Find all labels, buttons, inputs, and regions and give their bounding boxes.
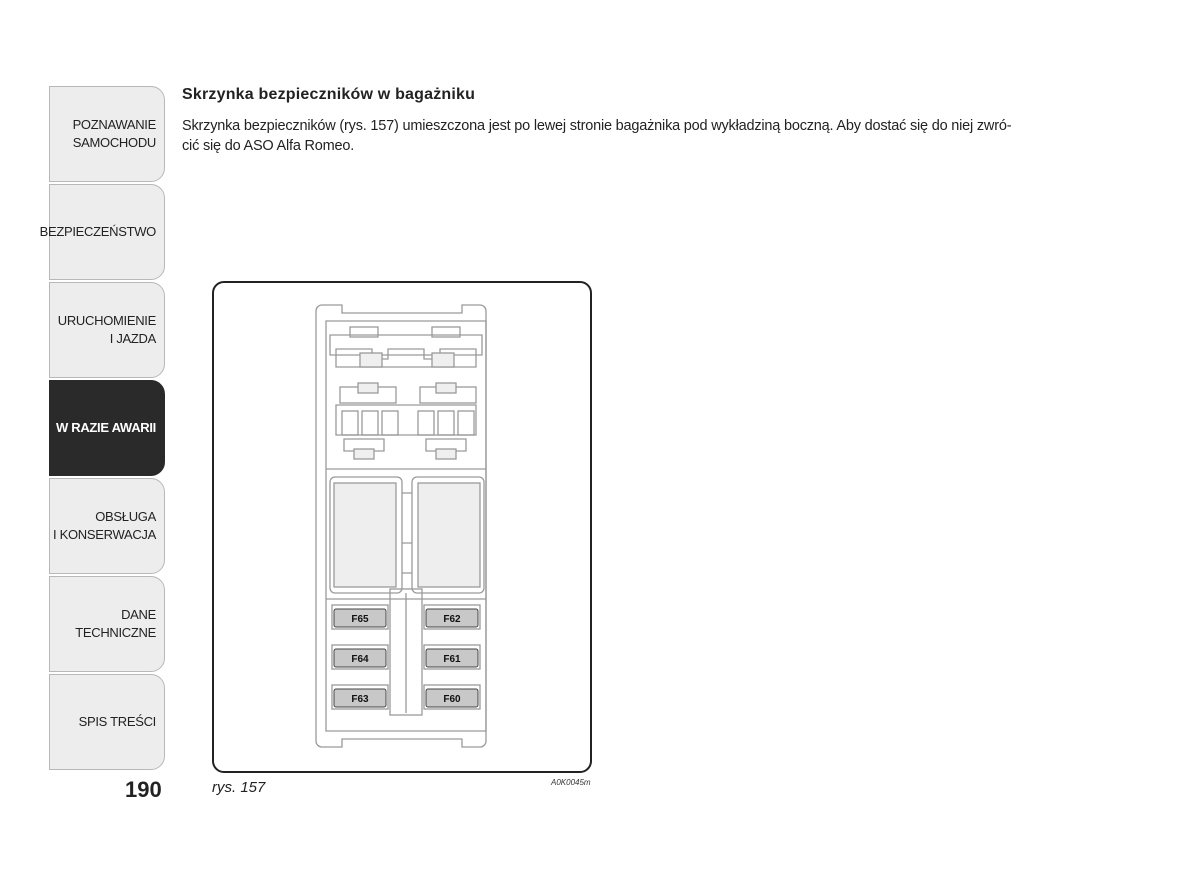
- page-number: 190: [125, 777, 162, 802]
- tab-poznawanie-samochodu[interactable]: [49, 86, 165, 182]
- tab-uruchomienie-i-jazda[interactable]: [49, 282, 165, 378]
- tab-w-razie-awarii[interactable]: [49, 380, 165, 476]
- fuse-label-f64: F64: [351, 654, 369, 665]
- tab-bezpieczenstwo[interactable]: [39, 184, 165, 280]
- tab-label: SPIS TREŚCI: [78, 714, 156, 729]
- section-title: Skrzynka bezpieczników w bagażniku: [182, 86, 476, 103]
- tab-label: BEZPIECZEŃSTWO: [39, 224, 156, 239]
- tab-obsluga-i-konserwacja[interactable]: [49, 478, 165, 574]
- tab-label: DANE TECHNICZNE: [75, 607, 156, 640]
- fuse-label-f61: F61: [443, 654, 461, 665]
- fuse-label-f60: F60: [443, 694, 461, 705]
- body-paragraph: [182, 116, 1082, 156]
- paragraph-line: Skrzynka bezpieczników (rys. 157) umieszczona jest po lewej stronie bagażnika pod wykładziną boczną. Aby dostać się do niej zwró-: [182, 118, 1012, 134]
- fuse-box-diagram: [214, 283, 594, 775]
- fuse-label-f63: F63: [351, 694, 369, 705]
- fuse-label-f62: F62: [443, 614, 461, 625]
- tab-dane-techniczne[interactable]: [49, 576, 165, 672]
- figure-caption: rys. 157: [212, 779, 266, 796]
- tab-spis-tresci[interactable]: [49, 674, 165, 770]
- tab-label: OBSŁUGA I KONSERWACJA: [52, 509, 156, 542]
- tab-label: W RAZIE AWARII: [55, 420, 156, 435]
- tab-label: URUCHOMIENIE I JAZDA: [57, 313, 156, 346]
- tab-label: POZNAWANIE SAMOCHODU: [72, 117, 156, 150]
- paragraph-line: cić się do ASO Alfa Romeo.: [182, 138, 355, 154]
- figure-code: A0K0045m: [551, 778, 591, 787]
- fuse-box-figure: [212, 281, 592, 773]
- fuse-label-f65: F65: [351, 614, 369, 625]
